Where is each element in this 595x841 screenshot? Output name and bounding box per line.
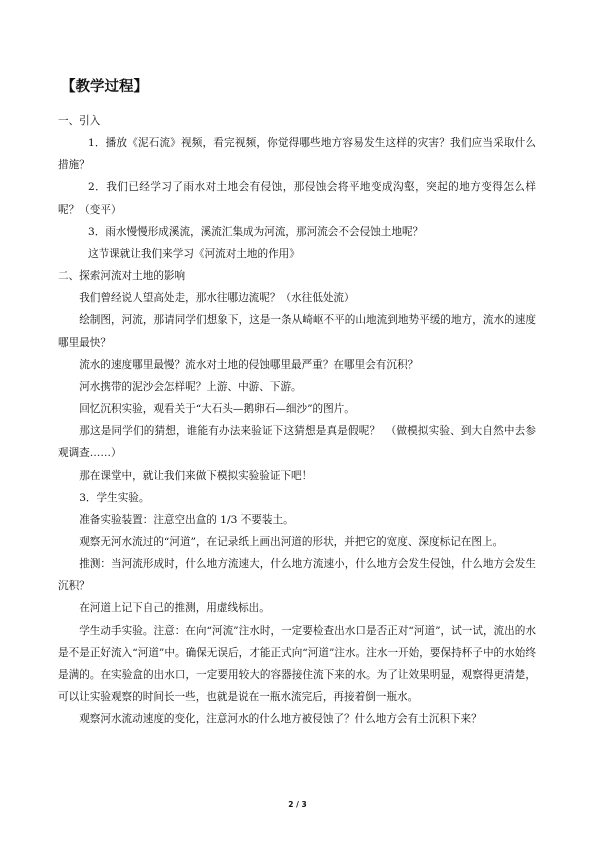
section-heading: 【教学过程】 bbox=[61, 79, 148, 95]
paragraph-observe-channel: 观察无河水流过的“河道”，在记录纸上画出河道的形状，并把它的宽度、深度标记在图上。 bbox=[79, 535, 504, 548]
paragraph-river-question: 3．雨水慢慢形成溪流，溪流汇集成为河流，那河流会不会侵蚀土地呢？ bbox=[88, 225, 424, 238]
paragraph-student-experiment: 3．学生实验。 bbox=[79, 491, 150, 504]
section-title-intro: 一、引入 bbox=[58, 115, 101, 127]
paragraph-predict: 推测：当河流形成时，什么地方流速大，什么地方流速小，什么地方会发生侵蚀，什么地方会发生沉积？ bbox=[58, 558, 536, 593]
section-title-explore: 二、探索河流对土地的影响 bbox=[58, 270, 186, 283]
paragraph-drawing: 绘制图，河流，那请同学们想象下，这是一条从崎岖不平的山地流到地势平缓的地方，流水的速度哪里最快？ bbox=[58, 314, 536, 349]
paragraph-verify: 那这是同学们的猜想，谁能有办法来验证下这猜想是真是假呢？ （做模拟实验、到大自然中去参观调查……） bbox=[58, 425, 536, 460]
paragraph-hands-on: 学生动手实验。注意：在向“河流”注水时，一定要检查出水口是否正对“河道”，试一试，流出的水是不是正好流入“河道”中。确保无误后，才能正式向“河道”注水。注水一开始，要保持杯子中的水始终是满的。在实验盒的出水口，一定要用较大的容器接住流下来的水。为了让效果明显，观察得更清楚，可以让实验观察的时间长一些，也就是说在一瓶水流完后，再接着倒一瓶水。 bbox=[58, 624, 536, 704]
paragraph-lesson-title: 这节课就让我们来学习《河流对土地的作用》 bbox=[88, 247, 300, 260]
paragraph-mark: 在河道上记下自己的推测，用虚线标出。 bbox=[79, 602, 270, 615]
paragraph-observe-speed: 观察河水流动速度的变化，注意河水的什么地方被侵蚀了？什么地方会有土沉积下来？ bbox=[79, 713, 482, 726]
paragraph-water-flow: 我们曾经说人望高处走，那水往哪边流呢？（水往低处流） bbox=[79, 292, 355, 305]
paragraph-recall: 回忆沉积实验，观看关于“大石头—鹅卵石—细沙”的图片。 bbox=[79, 403, 355, 416]
paragraph-slowest: 流水的速度哪里最慢？流水对土地的侵蚀哪里最严重？在哪里会有沉积？ bbox=[79, 358, 419, 371]
paragraph-setup: 准备实验装置：注意空出盒的 1/3 不要装土。 bbox=[79, 513, 294, 526]
paragraph-simulate: 那在课堂中，就让我们来做下模拟实验验证下吧！ bbox=[79, 469, 313, 482]
page-number: 2 / 3 bbox=[288, 800, 307, 809]
body-text bbox=[58, 110, 536, 730]
paragraph-sediment: 河水携带的泥沙会怎样呢？上游、中游、下游。 bbox=[79, 380, 302, 393]
paragraph-video: 1．播放《泥石流》视频，看完视频，你觉得哪些地方容易发生这样的灾害？我们应当采取什么措施？ bbox=[58, 137, 536, 172]
paragraph-erosion-review: 2．我们已经学习了雨水对土地会有侵蚀，那侵蚀会将平地变成沟壑，突起的地方变得怎么样呢？（变平） bbox=[58, 181, 536, 216]
